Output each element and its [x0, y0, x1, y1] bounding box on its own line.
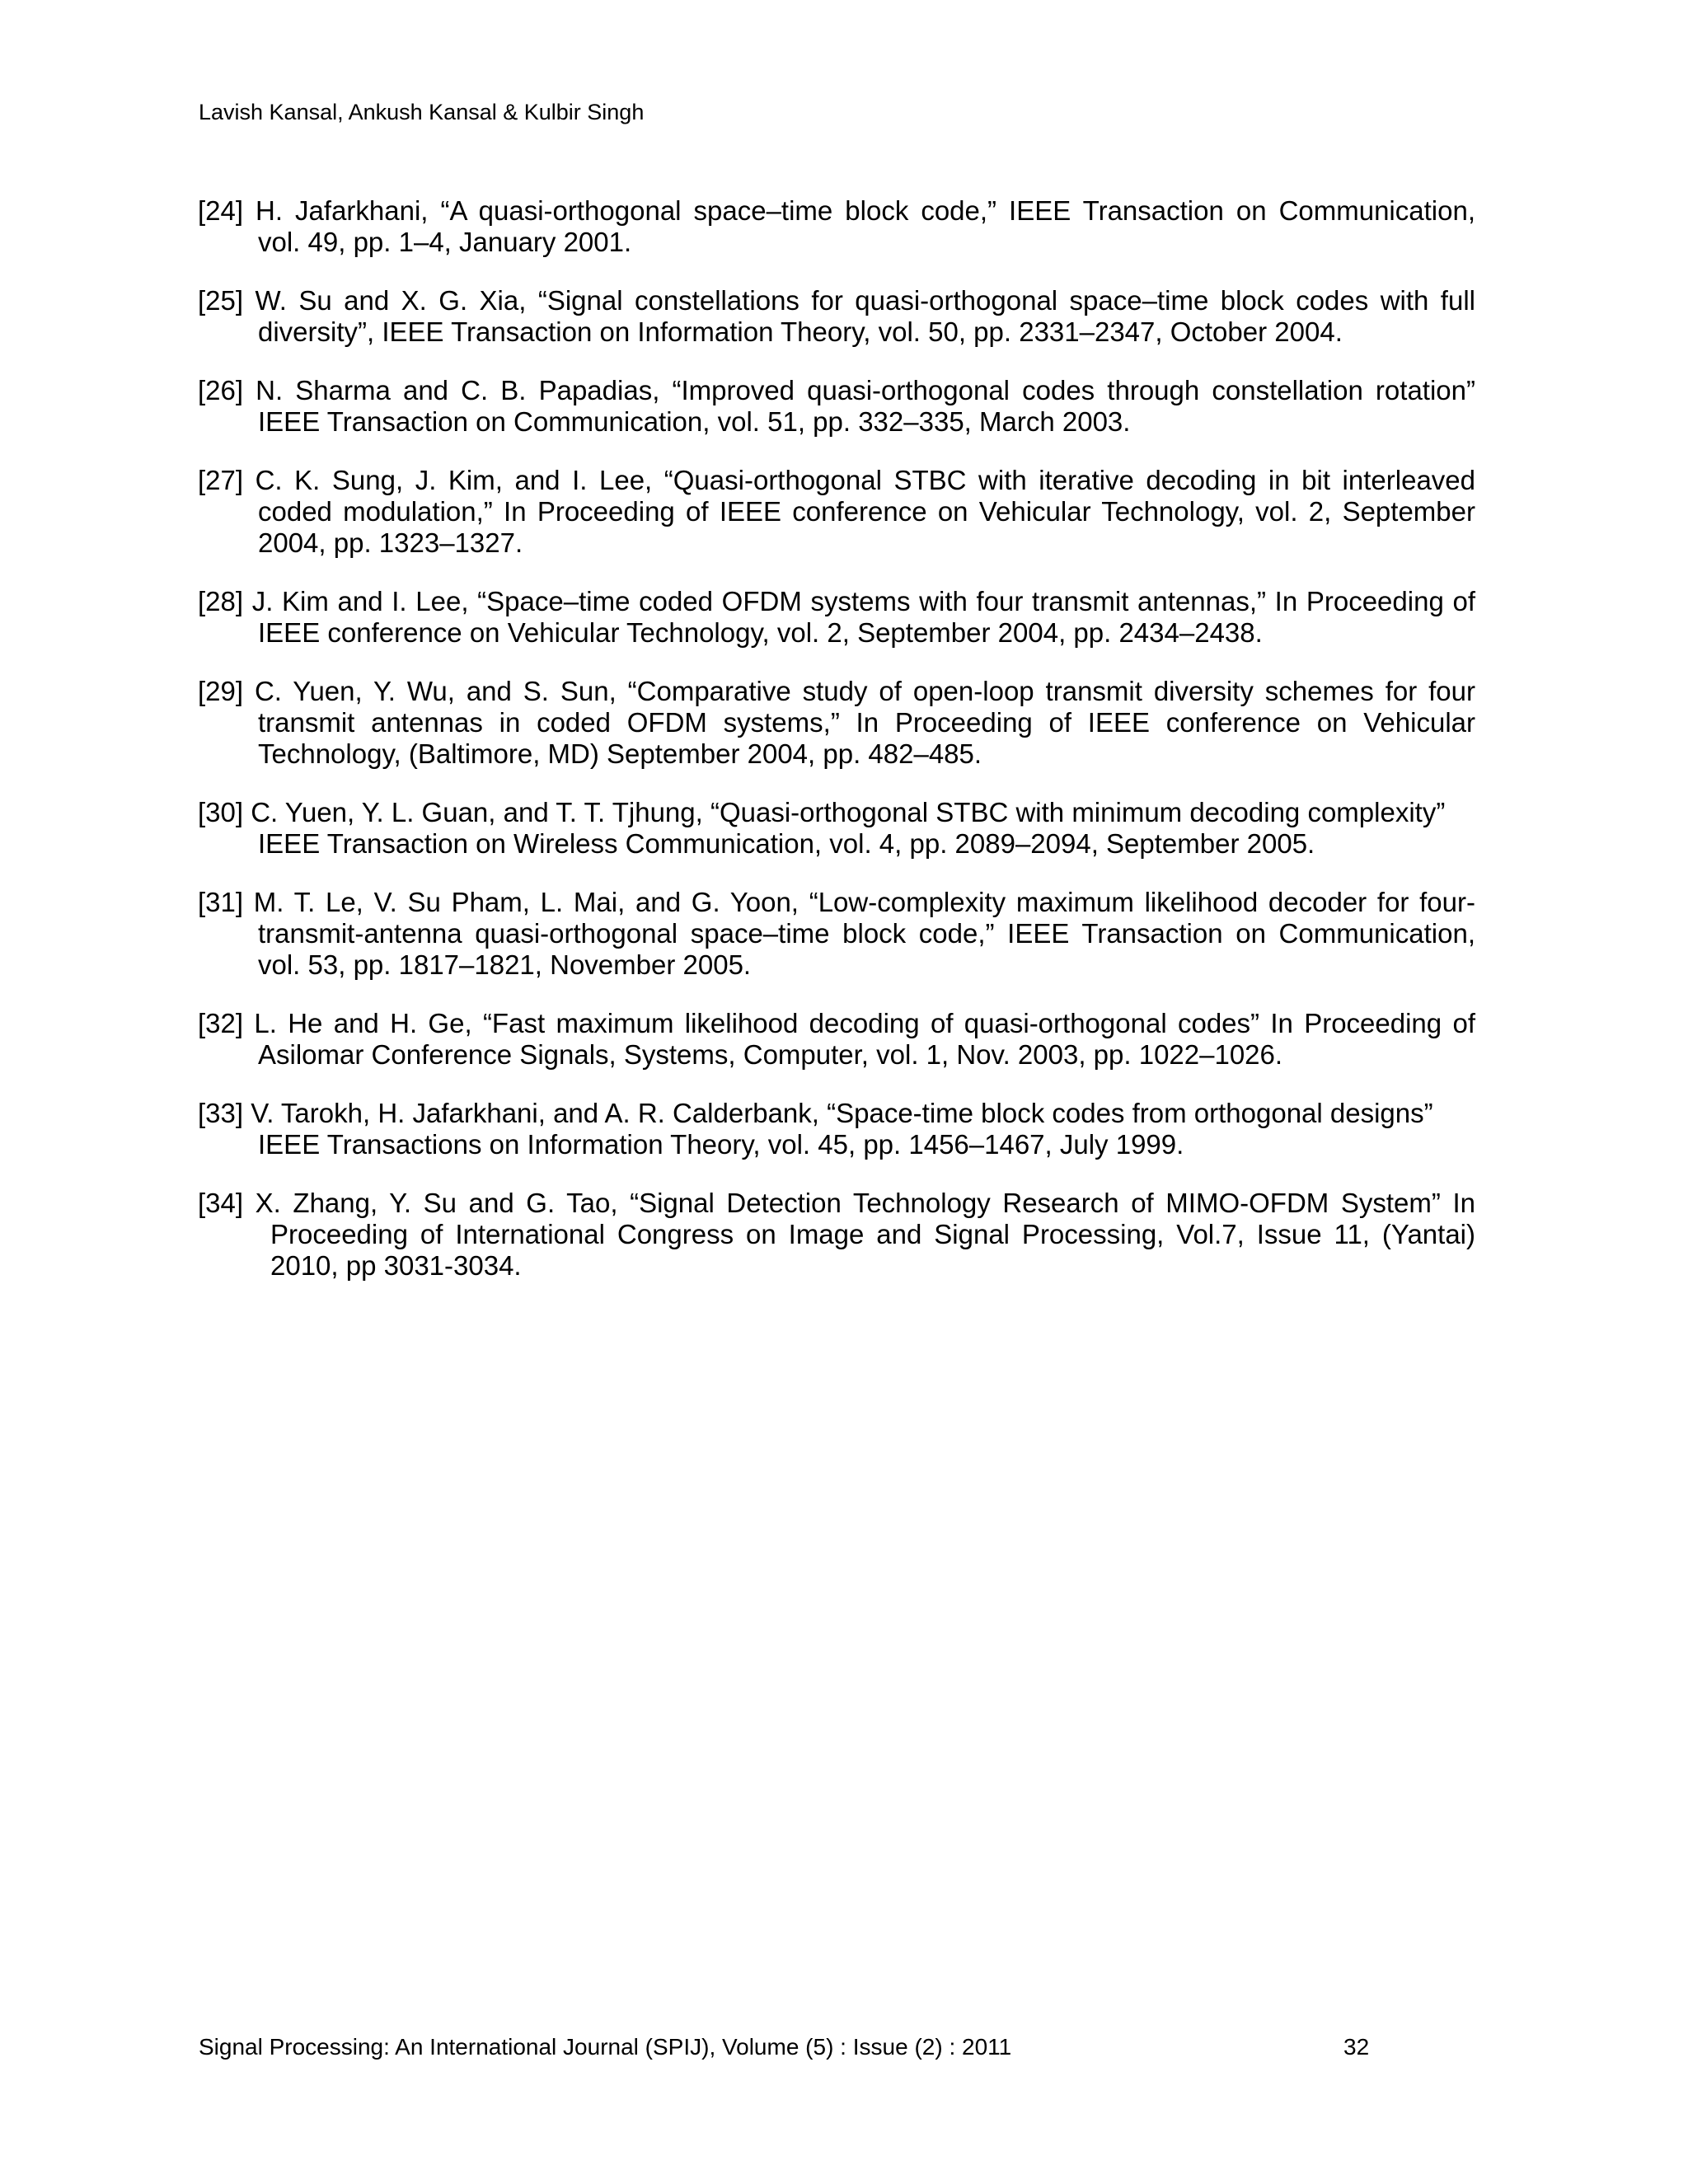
reference-24: [198, 195, 1475, 258]
reference-32: [198, 1008, 1475, 1071]
reference-line: [27] C. K. Sung, J. Kim, and I. Lee, “Quasi-orthogonal STBC with iterative decoding in bit interleaved: [198, 465, 1475, 495]
reference-line: [29] C. Yuen, Y. Wu, and S. Sun, “Comparative study of open-loop transmit diversity schemes for four: [198, 676, 1475, 706]
reference-26: [198, 375, 1475, 438]
reference-line: coded modulation,” In Proceeding of IEEE conference on Vehicular Technology, vol. 2, September: [258, 496, 1475, 527]
reference-27: [198, 465, 1475, 559]
reference-line: transmit antennas in coded OFDM systems,” In Proceeding of IEEE conference on Vehicular: [258, 707, 1475, 738]
reference-31: [198, 887, 1475, 981]
reference-34: [198, 1188, 1475, 1282]
reference-line: [24] H. Jafarkhani, “A quasi-orthogonal space–time block code,” IEEE Transaction on Communication,: [198, 195, 1475, 226]
reference-33: [198, 1098, 1475, 1160]
reference-line: IEEE Transaction on Communication, vol. 51, pp. 332–335, March 2003.: [258, 406, 1131, 437]
reference-line: [34] X. Zhang, Y. Su and G. Tao, “Signal Detection Technology Research of MIMO-OFDM System” In: [198, 1188, 1475, 1218]
reference-28: [198, 586, 1475, 649]
reference-line: vol. 53, pp. 1817–1821, November 2005.: [258, 949, 752, 980]
reference-line: [26] N. Sharma and C. B. Papadias, “Improved quasi-orthogonal codes through constellation rotation”: [198, 375, 1475, 405]
reference-line: [33] V. Tarokh, H. Jafarkhani, and A. R. Calderbank, “Space-time block codes from orthogonal designs”: [198, 1098, 1433, 1128]
reference-30: [198, 797, 1475, 860]
reference-line: vol. 49, pp. 1–4, January 2001.: [258, 227, 632, 257]
reference-line: 2010, pp 3031-3034.: [270, 1250, 522, 1281]
reference-line: [32] L. He and H. Ge, “Fast maximum likelihood decoding of quasi-orthogonal codes” In Proceeding of: [198, 1008, 1475, 1038]
reference-line: transmit-antenna quasi-orthogonal space–time block code,” IEEE Transaction on Communication,: [258, 918, 1475, 949]
reference-line: diversity”, IEEE Transaction on Information Theory, vol. 50, pp. 2331–2347, October 2004.: [258, 316, 1343, 347]
reference-list: [198, 195, 1475, 1309]
reference-29: [198, 676, 1475, 770]
reference-line: [28] J. Kim and I. Lee, “Space–time coded OFDM systems with four transmit antennas,” In Proceeding of: [198, 586, 1475, 616]
running-header-authors: Lavish Kansal, Ankush Kansal & Kulbir Singh: [199, 100, 645, 124]
page-number: 32: [1343, 2034, 1370, 2060]
reference-line: 2004, pp. 1323–1327.: [258, 527, 523, 558]
reference-line: Asilomar Conference Signals, Systems, Computer, vol. 1, Nov. 2003, pp. 1022–1026.: [258, 1039, 1283, 1070]
reference-25: [198, 285, 1475, 348]
reference-line: [31] M. T. Le, V. Su Pham, L. Mai, and G. Yoon, “Low-complexity maximum likelihood decoder for four-: [198, 887, 1475, 917]
reference-line: IEEE Transactions on Information Theory, vol. 45, pp. 1456–1467, July 1999.: [258, 1129, 1184, 1160]
reference-line: [25] W. Su and X. G. Xia, “Signal constellations for quasi-orthogonal space–time block codes with full: [198, 285, 1475, 316]
reference-line: [30] C. Yuen, Y. L. Guan, and T. T. Tjhung, “Quasi-orthogonal STBC with minimum decoding complexity”: [198, 797, 1446, 827]
reference-line: Technology, (Baltimore, MD) September 2004, pp. 482–485.: [258, 738, 982, 769]
reference-line: Proceeding of International Congress on Image and Signal Processing, Vol.7, Issue 11, (Yantai): [270, 1219, 1475, 1249]
reference-line: IEEE conference on Vehicular Technology, vol. 2, September 2004, pp. 2434–2438.: [258, 617, 1263, 648]
journal-footer: Signal Processing: An International Journal (SPIJ), Volume (5) : Issue (2) : 2011: [199, 2034, 1012, 2060]
reference-line: IEEE Transaction on Wireless Communication, vol. 4, pp. 2089–2094, September 2005.: [258, 828, 1315, 859]
